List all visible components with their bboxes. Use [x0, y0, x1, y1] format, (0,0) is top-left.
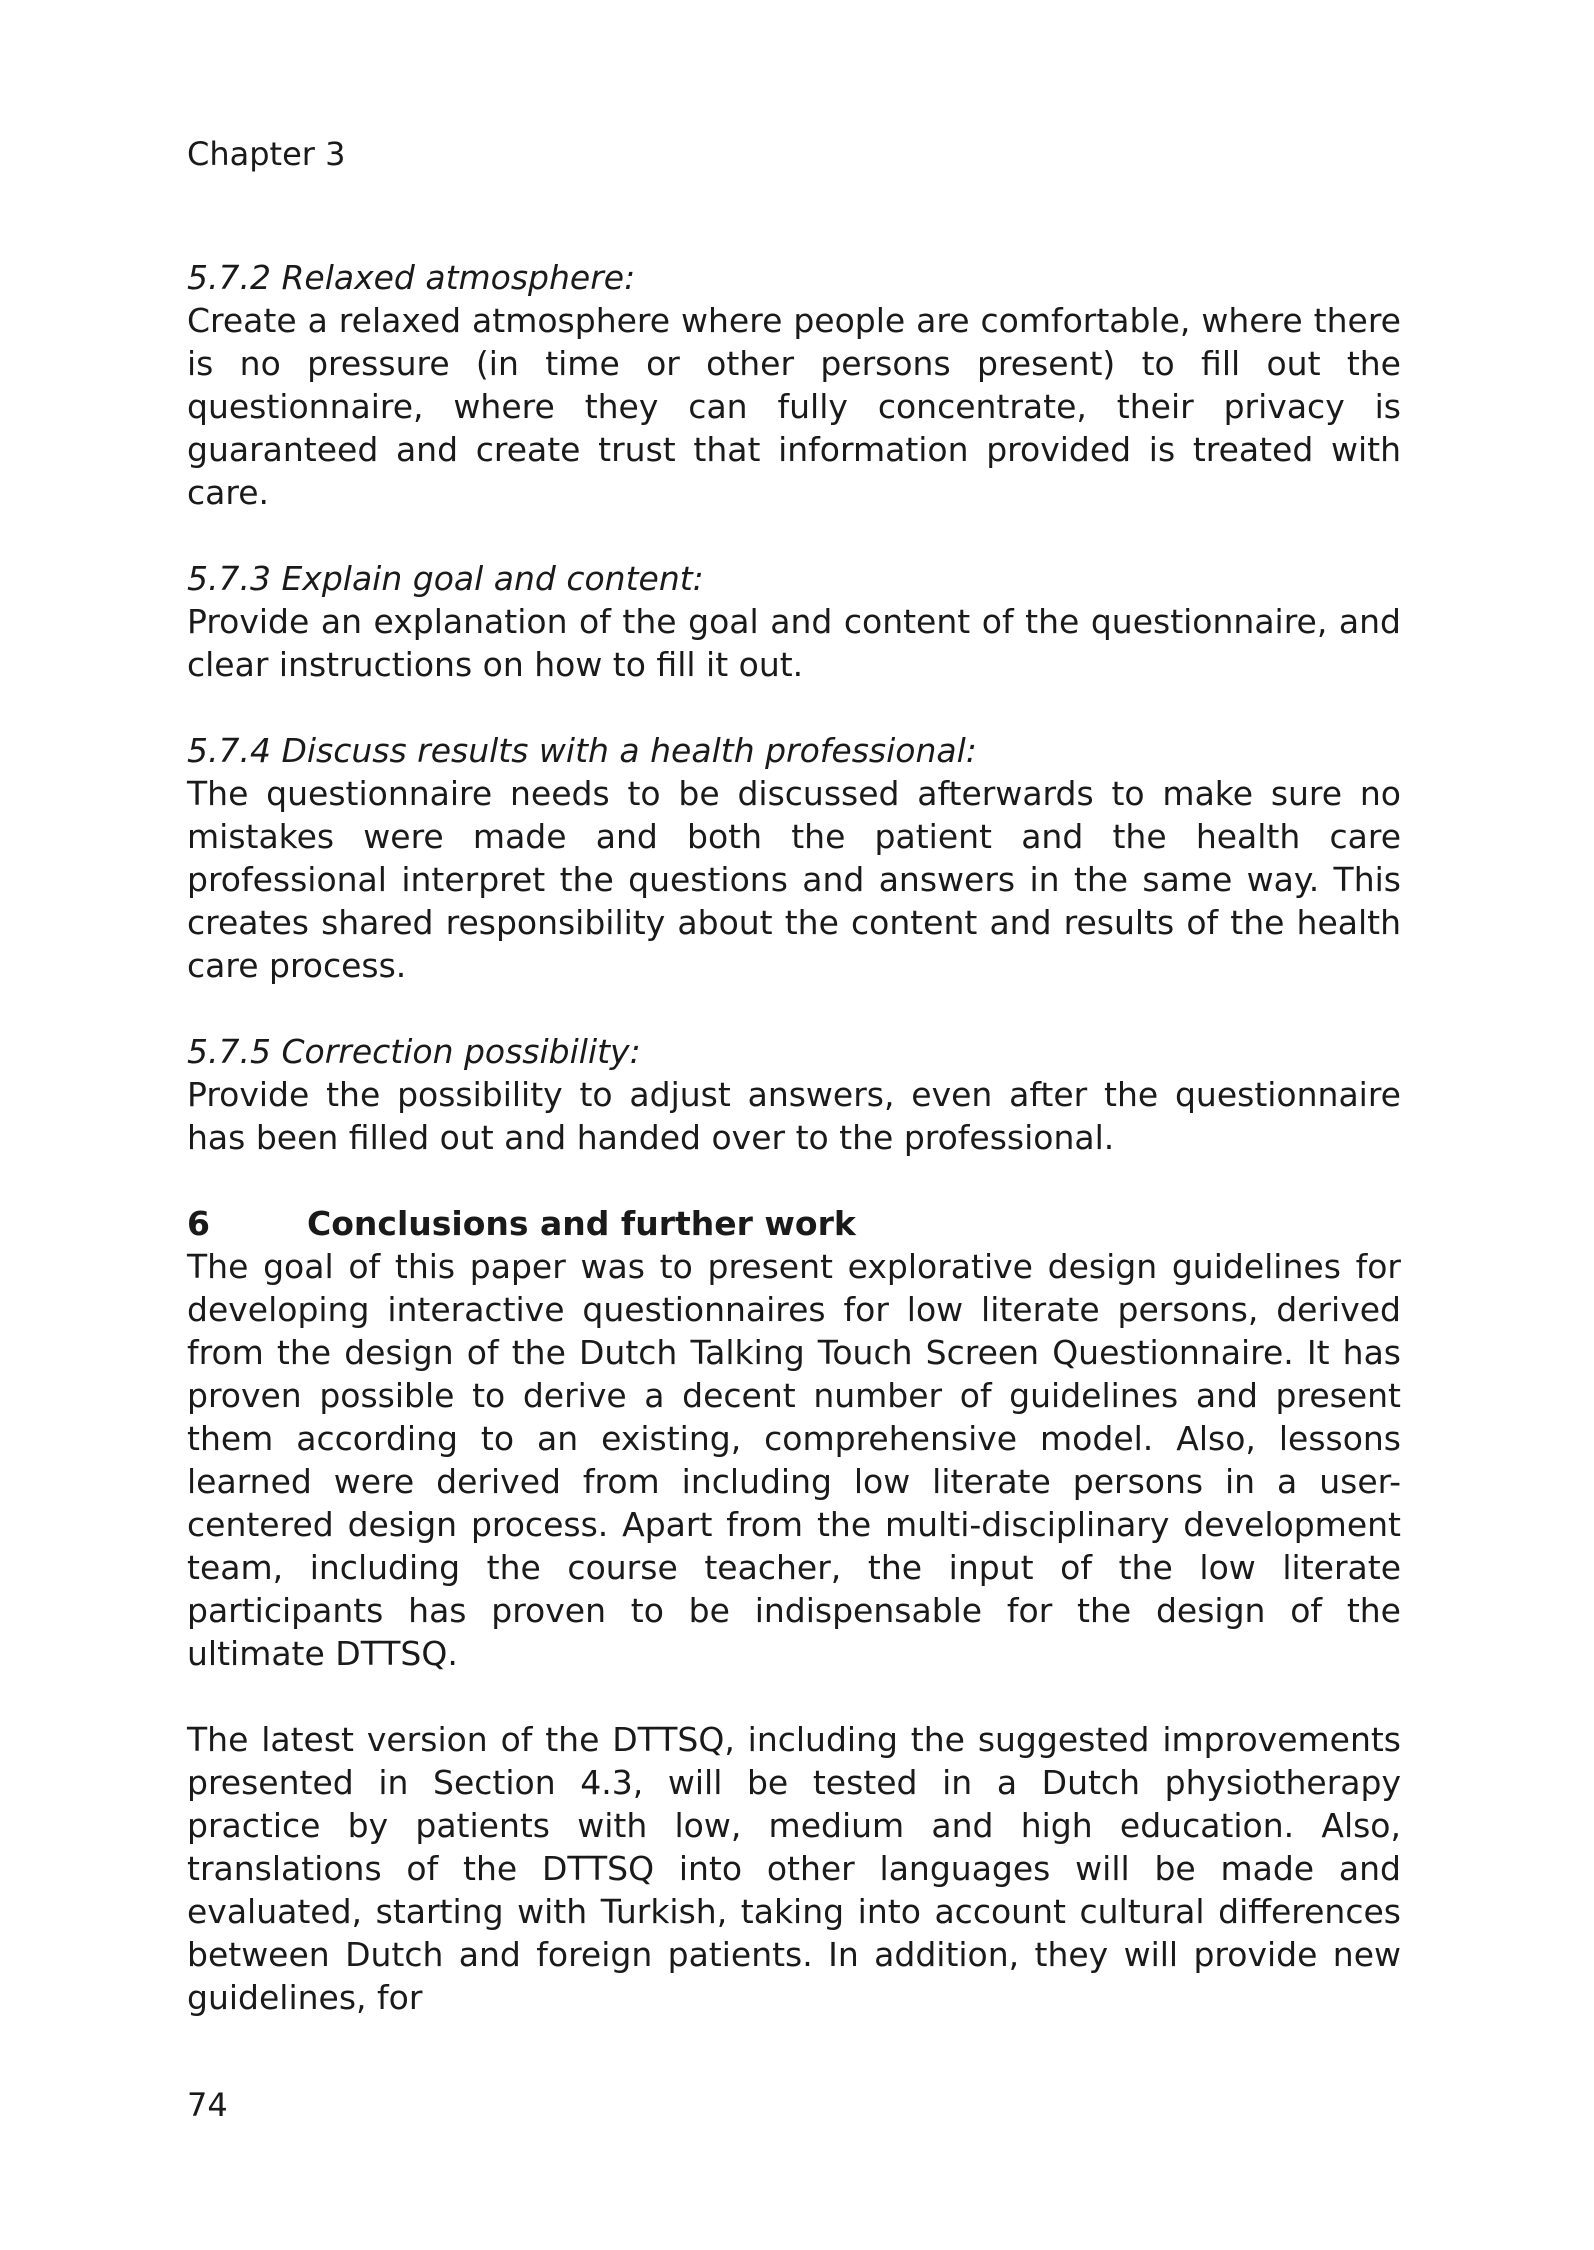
section-6: [187, 1202, 1401, 1675]
page-body: [187, 256, 1401, 2062]
section-number: 6: [187, 1204, 210, 1243]
subsection-paragraph: Create a relaxed atmosphere where people are comfortable, where there is no pressure (in time or other persons present) to fill out the questionnaire, where they can fully concentrate, their privacy is guaranteed and create trust that information provided is treated with care.: [187, 301, 1401, 512]
subsection-5-7-3: [187, 557, 1401, 686]
section-6-continued: [187, 1718, 1401, 2019]
subsection-paragraph: Provide an explanation of the goal and content of the questionnaire, and clear instructions on how to fill it out.: [187, 602, 1401, 684]
subsection-5-7-5: [187, 1030, 1401, 1159]
section-paragraph: The goal of this paper was to present explorative design guidelines for developing interactive questionnaires for low literate persons, derived from the design of the Dutch Talking Touch Screen Questionnaire. It has proven possible to derive a decent number of guidelines and present them according to an existing, comprehensive model. Also, lessons learned were derived from including low literate persons in a user-centered design process. Apart from the multi-disciplinary development team, including the course teacher, the input of the low literate participants has proven to be indispensable for the design of the ultimate DTTSQ.: [187, 1247, 1401, 1673]
subsection-paragraph: The questionnaire needs to be discussed afterwards to make sure no mistakes were made and both the patient and the health care professional interpret the questions and answers in the same way. This creates shared responsibility about the content and results of the health care process.: [187, 774, 1401, 985]
section-paragraph: The latest version of the DTTSQ, including the suggested improvements presented in Section 4.3, will be tested in a Dutch physiotherapy practice by patients with low, medium and high education. Also, translations of the DTTSQ into other languages will be made and evaluated, starting with Turkish, taking into account cultural differences between Dutch and foreign patients. In addition, they will provide new guidelines, for: [187, 1720, 1401, 2017]
section-heading: [187, 1202, 1401, 1245]
page-number: 74: [187, 2086, 228, 2124]
section-title: Conclusions and further work: [307, 1204, 856, 1243]
subsection-5-7-2: [187, 256, 1401, 514]
subsection-paragraph: Provide the possibility to adjust answers, even after the questionnaire has been filled out and handed over to the professional.: [187, 1075, 1401, 1157]
subsection-heading: 5.7.3 Explain goal and content:: [187, 559, 704, 598]
subsection-heading: 5.7.2 Relaxed atmosphere:: [187, 258, 636, 297]
subsection-heading: 5.7.4 Discuss results with a health professional:: [187, 731, 977, 770]
subsection-heading: 5.7.5 Correction possibility:: [187, 1032, 641, 1071]
running-head: Chapter 3: [187, 135, 346, 173]
subsection-5-7-4: [187, 729, 1401, 987]
